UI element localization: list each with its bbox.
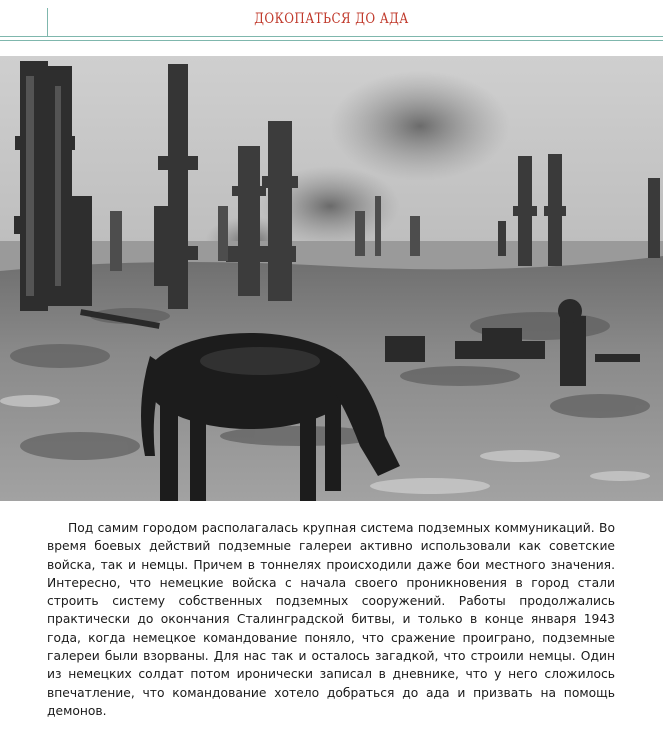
page-header [0, 0, 663, 44]
article-paragraph: Под самим городом располагалась крупная система подземных коммуникаций. Во время боевых действий подземные галереи активно использовали как советские войска, так и немцы. Причем в тоннелях происходили даже бои местного значения. Интересно, что немецкие войска с начала своего проникновения в город стали строить систему собственных подземных сооружений. Работы продолжались практически до окончания Сталинградской битвы, и только в конце января 1943 года, когда немецкое командование поняло, что сражение проиграно, подземные галереи были взорваны. Для нас так и осталось загадкой, что строили немцы. Один из немецких солдат потом иронически записал в дневнике, что у него сложилось впечатление, что командование хотело добраться до ада и призвать на помощь демонов. [47, 521, 615, 718]
photo-ruins-horse-icon [0, 56, 663, 501]
header-vertical-rule [47, 8, 48, 36]
article-photo [0, 56, 663, 501]
section-title: ДОКОПАТЬСЯ ДО АДА [254, 11, 409, 27]
header-rule-top [0, 36, 663, 37]
header-rule-bottom [0, 40, 663, 41]
